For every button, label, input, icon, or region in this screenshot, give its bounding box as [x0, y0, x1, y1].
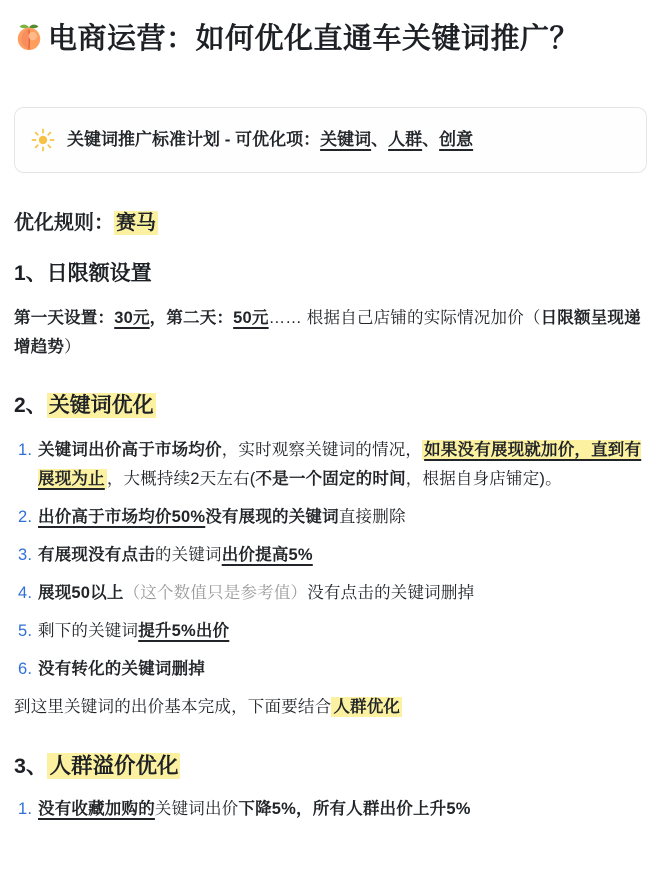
text-segment: 有展现没有点击	[38, 546, 155, 564]
text-segment: 直接删除	[338, 508, 406, 526]
text-segment: 第一天设置：	[14, 309, 115, 327]
list-number: 1.	[18, 441, 33, 459]
heading-highlighted-text: 人群溢价优化	[49, 754, 179, 778]
link-creative[interactable]: 创意	[439, 130, 474, 149]
heading-number: 3、	[14, 754, 48, 778]
heading-daily-limit: 1、日限额设置	[14, 262, 152, 285]
list-item	[14, 617, 647, 646]
text-segment-highlighted: 如果没有展现就加价，直到有展现为止	[38, 441, 642, 488]
sun-icon	[31, 128, 55, 152]
heading-highlighted-text: 关键词优化	[48, 394, 154, 417]
heading-keyword-optimization	[14, 391, 647, 421]
list-number: 5.	[18, 622, 33, 640]
list-item-text	[38, 579, 647, 608]
text-segment: 没有收藏加购的	[38, 800, 155, 818]
list-number: 1.	[18, 800, 33, 818]
callout-text	[67, 127, 473, 153]
list-number: 4.	[18, 584, 33, 602]
heading-audience-premium	[14, 751, 647, 781]
text-segment-highlighted: 人群优化	[333, 698, 401, 716]
text-segment: 没有展现的关键词	[205, 508, 339, 526]
text-segment: 关键词出价高于市场均价	[38, 441, 222, 459]
list-item-text	[38, 436, 647, 494]
rule-value-highlighted: 赛马	[116, 212, 156, 234]
list-number: 3.	[18, 546, 33, 564]
heading-number: 2、	[14, 394, 47, 417]
text-segment: 日限额呈现递增趋势	[14, 309, 641, 356]
text-segment: 提升5%出价	[138, 622, 230, 640]
text-segment: 展现50以上	[38, 584, 124, 602]
list-item	[14, 503, 647, 532]
text-segment: 出价提高5%	[221, 546, 313, 564]
list-number: 2.	[18, 508, 33, 526]
text-segment: ，根据自身店铺定)。	[405, 470, 562, 488]
daily-limit-paragraph	[14, 304, 647, 362]
text-segment: 出价高于市场均价50%	[38, 508, 206, 526]
list-item-text	[38, 503, 647, 532]
text-segment: 到这里关键词的出价基本完成，下面要结合	[14, 698, 332, 716]
text-segment: ，大概持续2天左右(	[106, 470, 256, 488]
page-title-text: 电商运营：如何优化直通车关键词推广？	[48, 23, 580, 55]
text-segment: 没有转化的关键词删掉	[38, 660, 205, 678]
text-segment: 的关键词	[154, 546, 222, 564]
text-segment: ……	[268, 309, 307, 327]
list-item-text	[38, 795, 647, 824]
audience-steps-list	[14, 795, 647, 824]
text-segment-muted: （这个数值只是参考值）	[123, 584, 308, 602]
text-segment: 、	[371, 130, 389, 149]
text-segment: 下降5%，所有人群出价上升5%	[238, 800, 471, 818]
text-segment: ，实时观察关键词的情况，	[221, 441, 423, 459]
list-item	[14, 795, 647, 824]
callout-box	[14, 107, 647, 173]
text-segment: 50元	[233, 309, 269, 327]
text-segment: 关键词推广标准计划 - 可优化项：	[67, 130, 321, 149]
rule-label: 优化规则：	[14, 212, 114, 234]
list-item	[14, 579, 647, 608]
list-item-text	[38, 617, 647, 646]
text-segment: 30元	[114, 309, 150, 327]
list-item-text	[38, 541, 647, 570]
keyword-steps-list	[14, 436, 647, 684]
text-segment: 不是一个固定的时间	[255, 470, 406, 488]
list-item-text	[38, 655, 647, 684]
list-number: 6.	[18, 660, 33, 678]
text-segment: 关键词出价	[154, 800, 239, 818]
optimization-rule-line	[14, 208, 647, 238]
text-segment: 根据自己店铺的实际情况加价（	[306, 309, 541, 327]
list-item	[14, 436, 647, 494]
text-segment: 、	[422, 130, 440, 149]
peach-icon	[14, 20, 44, 67]
list-item	[14, 541, 647, 570]
link-keywords[interactable]: 关键词	[320, 130, 372, 149]
list-item	[14, 655, 647, 684]
text-segment: 没有点击的关键词删掉	[307, 584, 475, 602]
article-page	[14, 16, 647, 824]
text-segment: 剩下的关键词	[38, 622, 139, 640]
page-title	[14, 16, 647, 67]
text-segment: ，第二天：	[149, 309, 234, 327]
link-audience[interactable]: 人群	[388, 130, 423, 149]
text-segment: ）	[64, 338, 81, 356]
keyword-closing-paragraph	[14, 693, 647, 722]
